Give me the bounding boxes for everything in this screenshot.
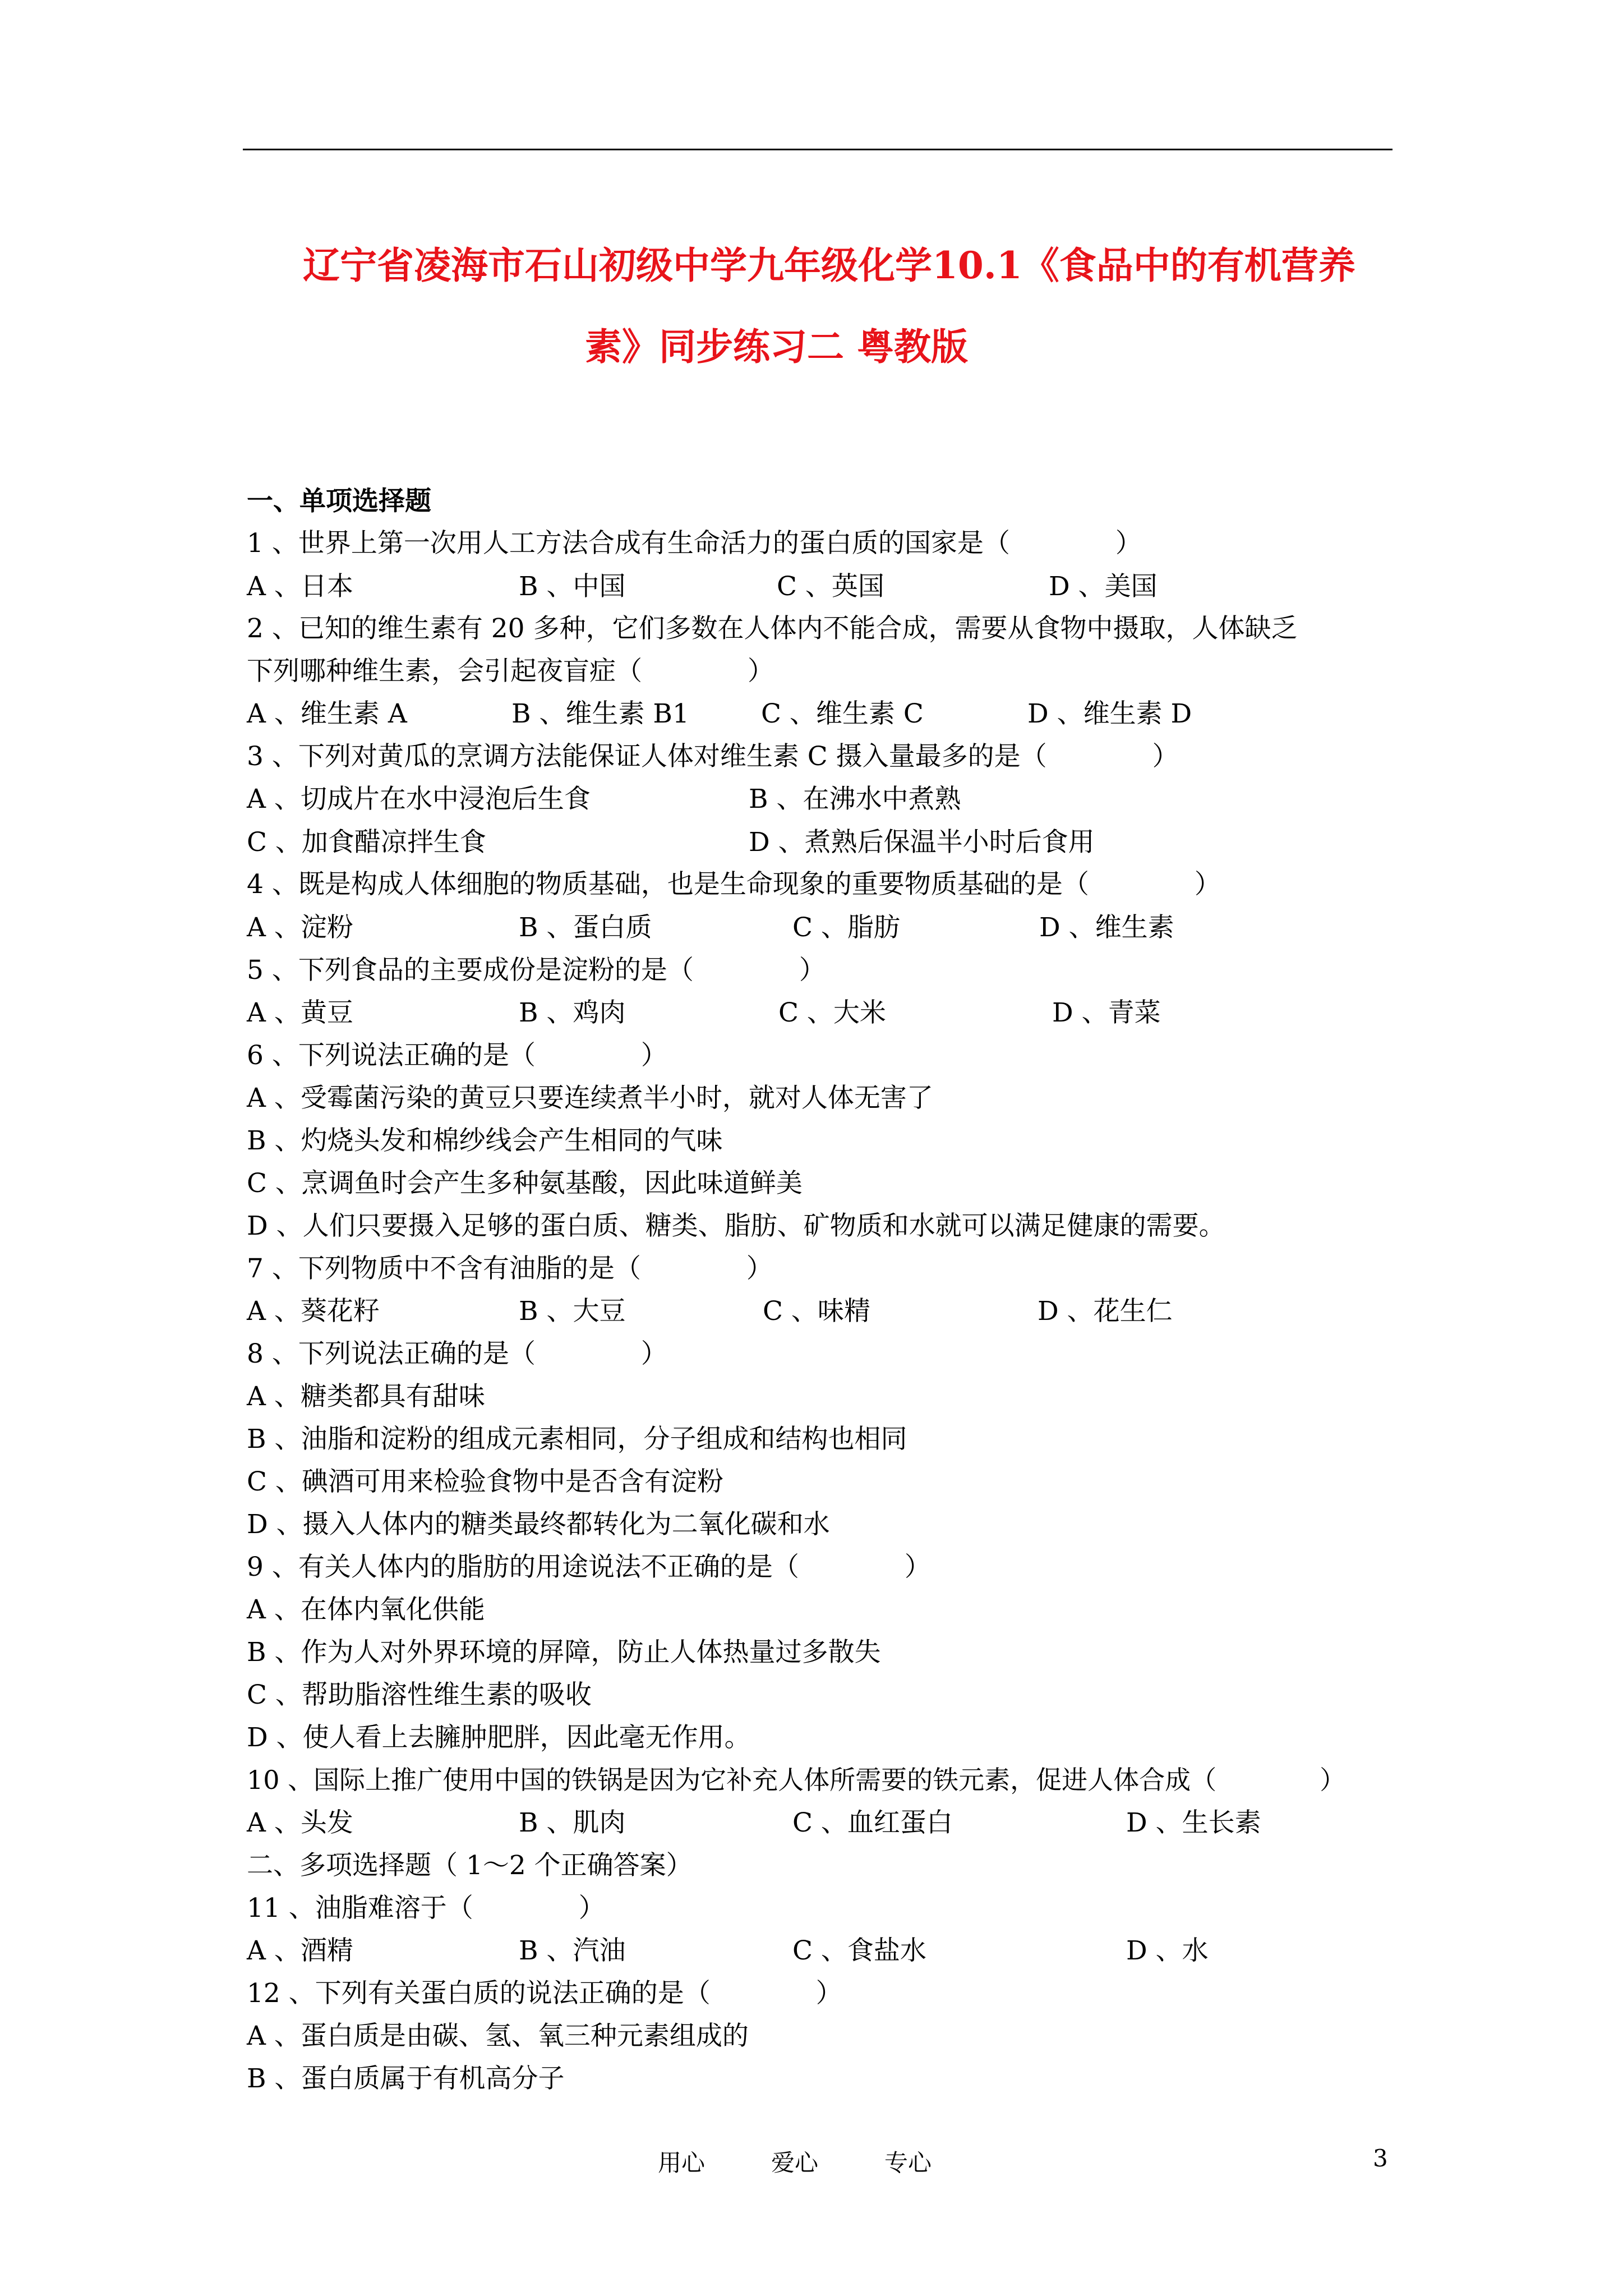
- q6-option-d: D 、人们只要摄入足够的蛋白质、糖类、脂肪、矿物质和水就可以满足健康的需要。: [247, 1211, 1225, 1241]
- q1-option-c: C 、英国: [777, 571, 884, 602]
- document-title-line2: 素》同步练习二 粤教版: [585, 325, 968, 369]
- q12-option-b: B 、蛋白质属于有机高分子: [247, 2063, 565, 2094]
- q8-option-b: B 、油脂和淀粉的组成元素相同，分子组成和结构也相同: [247, 1424, 907, 1455]
- q3-option-b: B 、在沸水中煮熟: [749, 784, 961, 815]
- q7-option-d: D 、花生仁: [1038, 1296, 1173, 1327]
- q5-option-b: B 、鸡肉: [519, 997, 626, 1028]
- q9-option-b: B 、作为人对外界环境的屏障，防止人体热量过多散失: [247, 1637, 881, 1668]
- q10-option-a: A 、头发: [247, 1807, 353, 1838]
- question-2-line2: 下列哪种维生素，会引起夜盲症（ ）: [247, 656, 774, 687]
- q8-option-d: D 、摄入人体内的糖类最终都转化为二氧化碳和水: [247, 1509, 830, 1540]
- question-1: 1 、世界上第一次用人工方法合成有生命活力的蛋白质的国家是（ ）: [247, 528, 1142, 559]
- q5-option-c: C 、大米: [778, 997, 886, 1028]
- question-2-line1: 2 、已知的维生素有 20 多种，它们多数在人体内不能合成，需要从食物中摄取，人体缺乏: [247, 613, 1298, 644]
- q4-option-a: A 、淀粉: [247, 912, 353, 943]
- question-12: 12 、下列有关蛋白质的说法正确的是（ ）: [247, 1978, 842, 2009]
- question-5: 5 、下列食品的主要成份是淀粉的是（ ）: [247, 955, 826, 986]
- header-rule: [243, 149, 1393, 150]
- q2-option-a: A 、维生素 A: [247, 698, 407, 729]
- q3-option-d: D 、煮熟后保温半小时后食用: [749, 827, 1095, 858]
- q3-option-c: C 、加食醋凉拌生食: [247, 827, 486, 858]
- q9-option-a: A 、在体内氧化供能: [247, 1594, 485, 1625]
- q7-option-b: B 、大豆: [519, 1296, 626, 1327]
- q8-option-a: A 、糖类都具有甜味: [247, 1381, 485, 1412]
- q3-option-a: A 、切成片在水中浸泡后生食: [247, 784, 591, 815]
- question-9: 9 、有关人体内的脂肪的用途说法不正确的是（ ）: [247, 1552, 931, 1582]
- q8-option-c: C 、碘酒可用来检验食物中是否含有淀粉: [247, 1466, 723, 1497]
- q7-option-a: A 、葵花籽: [247, 1296, 380, 1327]
- q9-option-c: C 、帮助脂溶性维生素的吸收: [247, 1680, 592, 1710]
- question-8: 8 、下列说法正确的是（ ）: [247, 1338, 667, 1369]
- question-6: 6 、下列说法正确的是（ ）: [247, 1040, 667, 1071]
- footer-word-3: 专心: [884, 2149, 932, 2177]
- q6-option-b: B 、灼烧头发和棉纱线会产生相同的气味: [247, 1125, 723, 1156]
- q6-option-a: A 、受霉菌污染的黄豆只要连续煮半小时，就对人体无害了: [247, 1083, 933, 1114]
- q10-option-c: C 、血红蛋白: [792, 1807, 953, 1838]
- section-heading-single-choice: 一、单项选择题: [247, 486, 431, 517]
- q6-option-c: C 、烹调鱼时会产生多种氨基酸，因此味道鲜美: [247, 1168, 803, 1199]
- q4-option-c: C 、脂肪: [792, 912, 900, 943]
- q2-option-d: D 、维生素 D: [1027, 698, 1192, 729]
- question-4: 4 、既是构成人体细胞的物质基础，也是生命现象的重要物质基础的是（ ）: [247, 869, 1221, 900]
- q5-option-a: A 、黄豆: [247, 997, 353, 1028]
- q4-option-b: B 、蛋白质: [519, 912, 652, 943]
- section-heading-multiple-choice: 二、多项选择题（ 1～2 个正确答案）: [247, 1850, 693, 1881]
- q1-option-b: B 、中国: [519, 571, 626, 602]
- q2-option-c: C 、维生素 C: [761, 698, 924, 729]
- q1-option-a: A 、日本: [247, 571, 353, 602]
- q1-option-d: D 、美国: [1049, 571, 1158, 602]
- footer-word-2: 爱心: [771, 2149, 819, 2177]
- q11-option-b: B 、汽油: [519, 1935, 626, 1966]
- q5-option-d: D 、青菜: [1052, 997, 1161, 1028]
- question-3: 3 、下列对黄瓜的烹调方法能保证人体对维生素 C 摄入量最多的是（ ）: [247, 741, 1179, 772]
- q9-option-d: D 、使人看上去臃肿肥胖，因此毫无作用。: [247, 1722, 751, 1753]
- q4-option-d: D 、维生素: [1039, 912, 1174, 943]
- document-title-line1: 辽宁省凌海市石山初级中学九年级化学10.1《食品中的有机营养: [303, 243, 1355, 287]
- q11-option-d: D 、水: [1126, 1935, 1209, 1966]
- q10-option-b: B 、肌肉: [519, 1807, 626, 1838]
- question-11: 11 、油脂难溶于（ ）: [247, 1893, 605, 1924]
- q12-option-a: A 、蛋白质是由碳、氢、氧三种元素组成的: [247, 2021, 749, 2051]
- q7-option-c: C 、味精: [763, 1296, 870, 1327]
- question-7: 7 、下列物质中不含有油脂的是（ ）: [247, 1253, 773, 1284]
- q2-option-b: B 、维生素 B1: [511, 698, 689, 729]
- q10-option-d: D 、生长素: [1126, 1807, 1261, 1838]
- footer-word-1: 用心: [658, 2149, 706, 2177]
- page-number: 3: [1373, 2145, 1388, 2172]
- question-10: 10 、国际上推广使用中国的铁锅是因为它补充人体所需要的铁元素，促进人体合成（ ）: [247, 1765, 1346, 1795]
- q11-option-c: C 、食盐水: [792, 1935, 926, 1966]
- q11-option-a: A 、酒精: [247, 1935, 353, 1966]
